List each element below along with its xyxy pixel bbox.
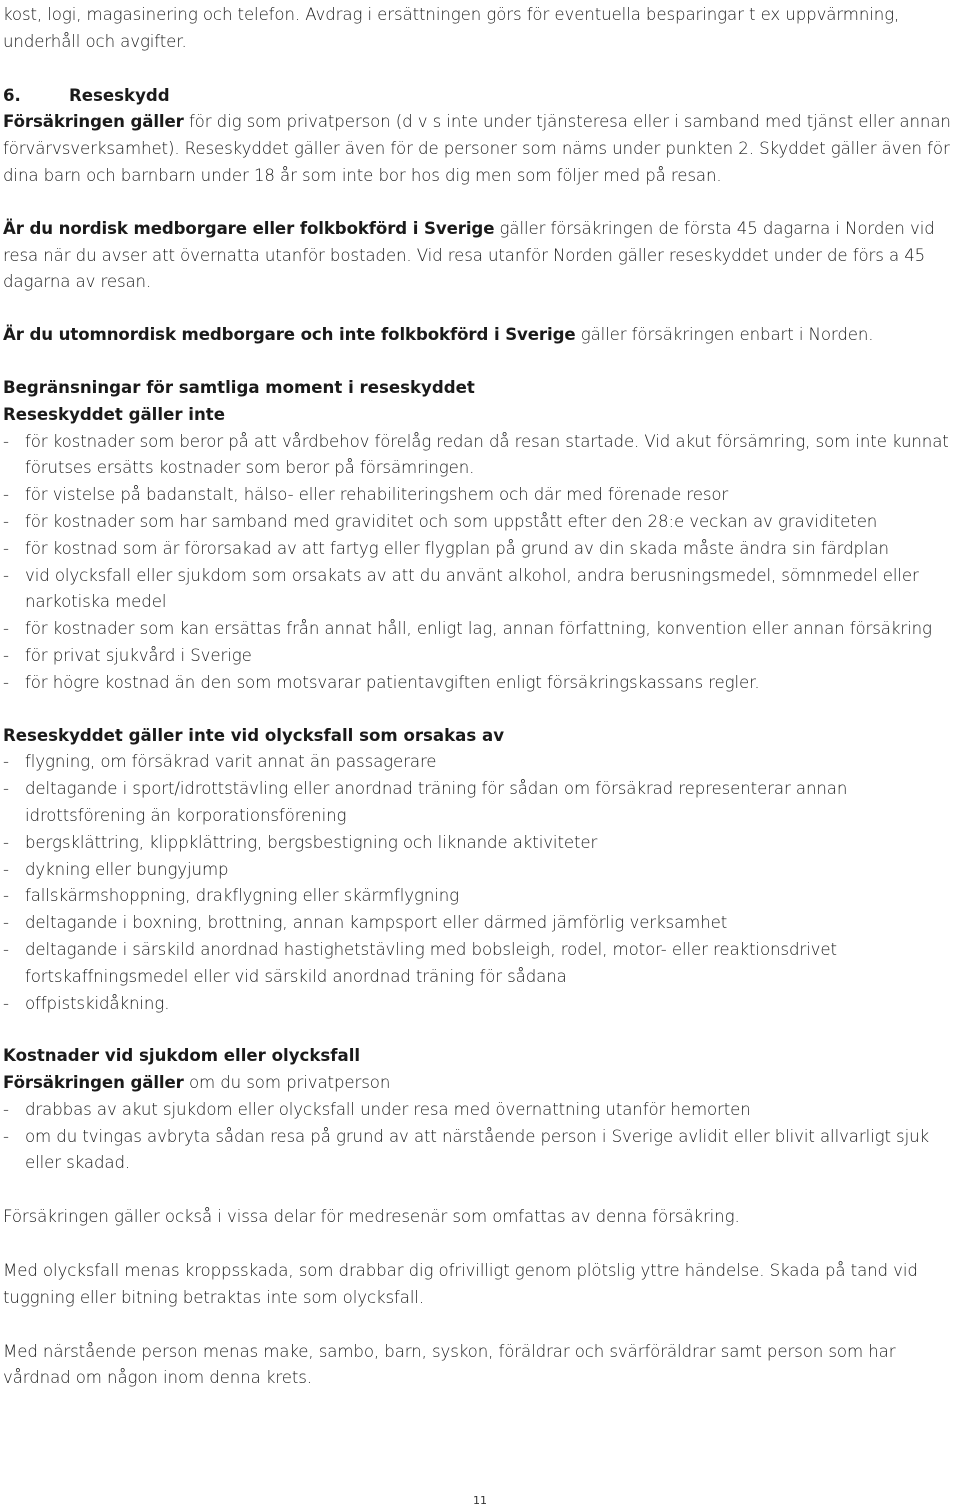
list-item: - deltagande i sport/idrottstävling eller anordnad träning för sådan om försäkrad representerar annan idrottsförening än korporationsförening [3, 779, 848, 825]
list-item: - dykning eller bungyjump [3, 859, 229, 879]
list-item: - vid olycksfall eller sjukdom som orsakats av att du använt alkohol, andra berusningsmedel, sömnmedel eller narkotiska medel [3, 565, 919, 612]
non-nordic-text: gäller försäkringen enbart i Norden. [575, 325, 874, 345]
list-item: - för privat sjukvård i Sverige [3, 645, 252, 665]
list-item: - bergsklättring, klippklättring, bergsbestigning och liknande aktiviteter [3, 832, 598, 852]
list-item: - drabbas av akut sjukdom eller olycksfall under resa med övernattning utanför hemorten [3, 1099, 751, 1119]
nordic-bold: Är du nordisk medborgare eller folkbokförd i Sverige [3, 218, 495, 238]
list-item: - för kostnader som beror på att vårdbehov förelåg redan då resan startade. Vid akut försämring, som inte kunnat förutses ersätts kostnader som beror på försämringen. [3, 431, 949, 478]
list-item: - deltagande i boxning, brottning, annan kampsport eller därmed jämförlig verksamhet [3, 913, 728, 933]
coverage-bold: Försäkringen gäller [3, 112, 184, 132]
illness-list [3, 1097, 953, 1177]
section-title: Reseskydd [69, 85, 170, 105]
list-item: - deltagande i särskild anordnad hastighetstävling med bobsleigh, rodel, motor- eller reaktionsdrivet fortskaffningsmedel eller vid särskild anordnad träning för sådana [3, 939, 837, 986]
accident-definition-paragraph: Med olycksfall menas kroppsskada, som drabbar dig ofrivilligt genom plötslig yttre händelse. Skada på tand vid tuggning eller bitning betraktas inte som olycksfall. [3, 1261, 918, 1307]
nordic-text: gäller försäkringen de första 45 dagarna i Norden vid resa när du avser att övernatta utanför bostaden. Vid resa utanför Norden gäller reseskyddet under de förs a 45 dagarna av resan. [3, 218, 935, 292]
limits-subheading: Reseskyddet gäller inte [3, 404, 225, 424]
relative-definition-paragraph: Med närstående person menas make, sambo, barn, syskon, föräldrar och svärföräldrar samt person som har vårdnad om någon inom denna krets. [3, 1341, 896, 1388]
illness-lead [3, 1070, 953, 1097]
list-item: - för kostnad som är förorsakad av att fartyg eller flygplan på grund av din skada måste ändra sin färdplan [3, 538, 889, 558]
list-item: - offpistskidåkning. [3, 993, 170, 1013]
list-item: - fallskärmshoppning, drakflygning eller skärmflygning [3, 886, 460, 906]
accidents-heading: Reseskyddet gäller inte vid olycksfall som orsakas av [3, 725, 505, 745]
page-number: 11 [473, 1494, 487, 1507]
section-number: 6. [3, 85, 21, 105]
list-item: - om du tvingas avbryta sådan resa på grund av att närstående person i Sverige avlidit eller blivit allvarligt sjuk eller skadad. [3, 1126, 930, 1173]
accidents-list [3, 749, 953, 1017]
list-item: - för kostnader som har samband med graviditet och som uppstått efter den 28:e veckan av graviditeten [3, 511, 878, 531]
co-traveller-paragraph: Försäkringen gäller också i vissa delar för medresenär som omfattas av denna försäkring. [3, 1207, 740, 1227]
illness-lead-text: om du som privatperson [183, 1073, 391, 1093]
non-nordic-bold: Är du utomnordisk medborgare och inte folkbokförd i Sverige [3, 325, 576, 345]
limits-list [3, 429, 953, 697]
list-item: - för högre kostnad än den som motsvarar patientavgiften enligt försäkringskassans regler. [3, 672, 760, 692]
section-heading [3, 83, 953, 110]
coverage-text: för dig som privatperson (d v s inte under tjänsteresa eller i samband med tjänst eller annan förvärvsverksamhet). Reseskyddet gäller även för de personer som näms under punkten 2. Skyddet gäller även för dina barn och barnbarn under 18 år som inte bor hos dig men som följer med på resan. [3, 112, 951, 185]
coverage-paragraph [3, 109, 953, 189]
document-page [3, 2, 953, 1392]
intro-paragraph: kost, logi, magasinering och telefon. Avdrag i ersättningen görs för eventuella besparingar t ex uppvärmning, underhåll och avgifter. [3, 5, 900, 51]
limits-heading: Begränsningar för samtliga moment i reseskyddet [3, 377, 475, 397]
illness-lead-bold: Försäkringen gäller [3, 1073, 184, 1093]
illness-heading: Kostnader vid sjukdom eller olycksfall [3, 1046, 361, 1066]
nordic-paragraph [3, 216, 953, 296]
list-item: - flygning, om försäkrad varit annat än passagerare [3, 752, 437, 772]
non-nordic-paragraph [3, 322, 953, 349]
list-item: - för kostnader som kan ersättas från annat håll, enligt lag, annan författning, konvention eller annan försäkring [3, 619, 932, 639]
list-item: - för vistelse på badanstalt, hälso- eller rehabiliteringshem och där med förenade resor [3, 485, 729, 505]
